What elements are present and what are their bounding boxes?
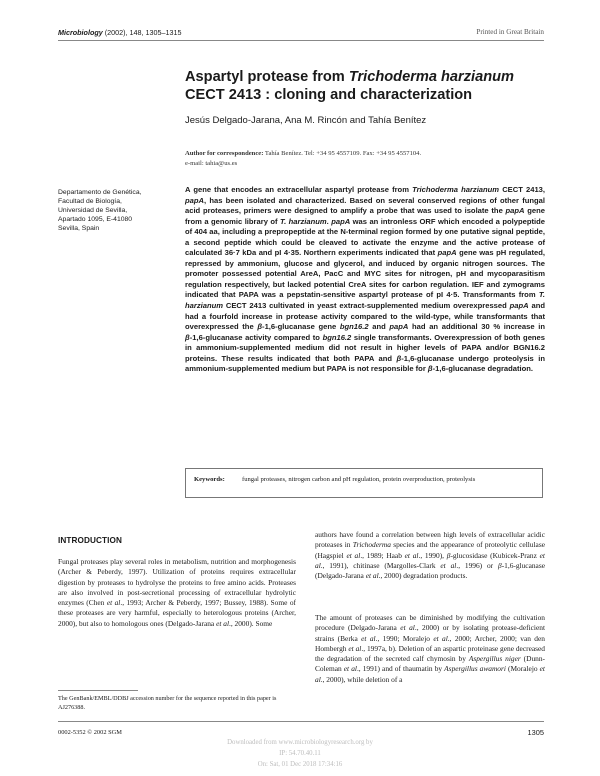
keywords-box	[185, 468, 543, 498]
intro-paragraph-1: Fungal proteases play several roles in metabolism, nutrition and morphogenesis (Archer & Peberdy, 1997). Utilization of proteins requires extracellular digestion by proteases to hydrolyse the proteins to free amino acids. Proteases are also involved in post-secretional processing of extracellular hydrolytic enzymes (Chen et al., 1993; Archer & Peberdy, 1997; Bussey, 1988). Some of these proteases are very harmful, especially to heterologous proteins (Archer, 2000), but also to homologous ones (Delgado-Jarana et al., 2000). Some	[58, 557, 296, 628]
title-species: Trichoderma harzianum	[348, 69, 514, 85]
correspondence-label: Author for correspondence:	[185, 150, 264, 157]
title-line2: CECT 2413 : cloning and characterization	[185, 87, 473, 103]
section-heading-introduction: INTRODUCTION	[58, 536, 122, 545]
correspondence	[185, 149, 421, 169]
intro-paragraph-3: The amount of proteases can be diminished by modifying the cultivation procedure (Delgado-Jarana et al., 2000) or by isolating protease-deficient strains (Berka et al., 1990; Moralejo et al., 2000; Archer, 2000; van den Hombergh et al., 1997a, b). Deletion of an aspartic proteinase gene decreased the degradation of the secreted calf chymosin by Aspergillus niger (Dunn-Coleman et al., 1991) and of thaumatin by Aspergillus awamori (Moralejo et al., 2000), while deletion of a	[315, 613, 546, 684]
download-watermark-date: On: Sat, 01 Dec 2018 17:34:16	[257, 761, 343, 768]
citation-details: (2002), 148, 1305–1315	[102, 28, 182, 37]
abstract: A gene that encodes an extracellular aspartyl protease from Trichoderma harzianum CECT 2413, papA, has been isolated and characterized. Based on several conserved regions of other fungal acid proteases, primers were designed to amplify a probe that was used to isolate the papA gene from a genomic library of T. harzianum. papA was an intronless ORF which encoded a polypeptide of 404 aa, including a prepropeptide at the N-terminal region formed by one putative signal peptide, a second peptide which could be cleaved to activate the enzyme and the active protease of calculated 36·7 kDa and pI 4·35. Northern experiments indicated that papA gene was pH regulated, repressed by ammonium, glucose and glycerol, and induced by organic nitrogen sources. The promoter possessed potential AreA, PacC and MYC sites for nitrogen, pH and mycoparasitism regulation respectively, but lacked potential CreA sites for carbon regulation. IEF and zymograms indicated that PAPA was a pepstatin-sensitive aspartyl protease of pI 4·5. Transformants from T. harzianum CECT 2413 cultivated in yeast extract-supplemented medium overexpressed papA and had a fourfold increase in protease activity compared to the wild-type, while transformants that overexpressed the β-1,6-glucanase gene bgn16.2 and papA had an additional 30 % increase in β-1,6-glucanase activity compared to bgn16.2 single transformants. Overexpression of both genes in ammonium-supplemented medium did not result in higher levels of PAPA and/or BGN16.2 proteins. These results indicated that both PAPA and β-1,6-glucanase undergo proteolysis in ammonium-supplemented medium but PAPA is not responsible for β-1,6-glucanase degradation.	[185, 185, 546, 374]
journal-name: Microbiology	[58, 28, 103, 37]
printed-in: Printed in Great Britain	[476, 28, 544, 36]
download-watermark-ip: IP: 54.70.40.11	[279, 750, 321, 757]
affiliation-line: Facultad de Biología,	[58, 198, 122, 205]
keywords-text: fungal proteases, nitrogen carbon and pH regulation, protein overproduction, proteolysis	[242, 476, 476, 483]
page-number: 1305	[527, 728, 544, 737]
affiliation-line: Universidad de Sevilla,	[58, 207, 128, 214]
affiliation-line: Apartado 1095, E-41080	[58, 216, 133, 223]
affiliation-line: Departamento de Genética,	[58, 189, 142, 196]
correspondence-contact: Tahía Benítez. Tel: +34 95 4557109. Fax: +34 95 4557104.	[263, 150, 422, 157]
keywords-label: Keywords:	[194, 476, 225, 483]
footnote-rule	[58, 690, 138, 691]
article-title	[185, 68, 545, 104]
footer-rule	[58, 721, 544, 722]
affiliation-line: Sevilla, Spain	[58, 225, 100, 232]
issn-copyright: 0002-5352 © 2002 SGM	[58, 729, 122, 736]
header-rule	[58, 40, 544, 41]
footnote-accession: The GenBank/EMBL/DDBJ accession number for the sequence reported in this paper is AJ276388.	[58, 695, 277, 711]
title-line1-text: Aspartyl protease from	[185, 69, 349, 85]
download-watermark: Downloaded from www.microbiologyresearch.org by	[227, 739, 373, 746]
journal-citation	[58, 28, 181, 37]
affiliation	[58, 188, 178, 233]
authors: Jesús Delgado-Jarana, Ana M. Rincón and Tahía Benítez	[185, 115, 427, 126]
intro-paragraph-2: authors have found a correlation between high levels of extracellular acidic proteases in Trichoderma species and the appearance of proteolytic cellulase (Hagspiel et al., 1989; Haab et al., 1990), β-glucosidase (Kubicek-Pranz et al., 1991), chitinase (Margolles-Clark et al., 1996) or β-1,6-glucanase (Delgado-Jarana et al., 2000) degradation products.	[315, 530, 545, 581]
correspondence-email: e-mail: tahia@us.es	[185, 160, 238, 167]
